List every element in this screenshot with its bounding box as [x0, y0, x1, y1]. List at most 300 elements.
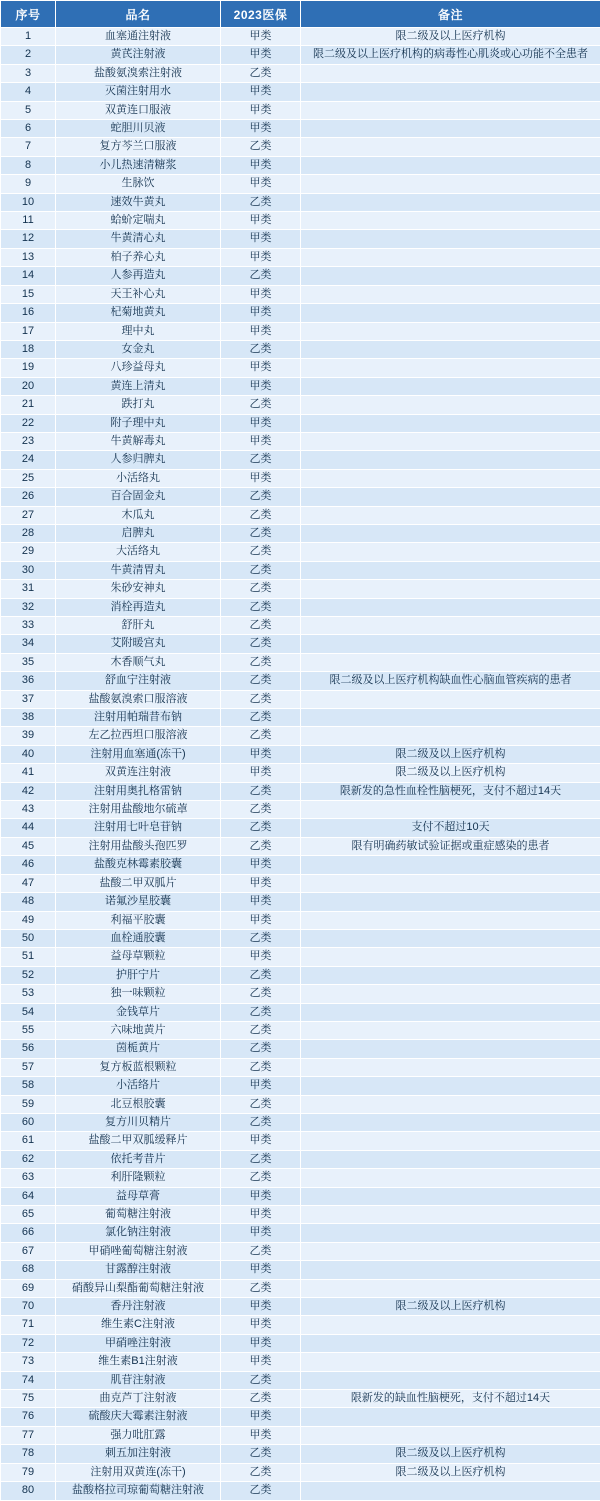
cell-note	[301, 83, 600, 101]
cell-drug-name: 注射用帕瑞昔布钠	[56, 709, 221, 727]
cell-insurance-class: 甲类	[221, 175, 301, 193]
cell-index: 70	[1, 1298, 56, 1316]
cell-drug-name: 柏子养心丸	[56, 248, 221, 266]
cell-note: 限二级及以上医疗机构	[301, 1463, 600, 1481]
cell-note	[301, 1224, 600, 1242]
cell-insurance-class: 甲类	[221, 856, 301, 874]
cell-note: 限新发的缺血性脑梗死，支付不超过14天	[301, 1390, 600, 1408]
cell-note	[301, 451, 600, 469]
table-row	[1, 304, 600, 322]
cell-index: 19	[1, 359, 56, 377]
cell-index: 8	[1, 156, 56, 174]
cell-drug-name: 复方芩兰口服液	[56, 138, 221, 156]
cell-drug-name: 生脉饮	[56, 175, 221, 193]
cell-index: 75	[1, 1390, 56, 1408]
cell-note	[301, 488, 600, 506]
table-row	[1, 1445, 600, 1463]
cell-note	[301, 1169, 600, 1187]
table-row	[1, 46, 600, 64]
cell-drug-name: 朱砂安神丸	[56, 580, 221, 598]
table-row	[1, 672, 600, 690]
cell-drug-name: 注射用盐酸头孢匹罗	[56, 837, 221, 855]
table-row	[1, 1077, 600, 1095]
cell-index: 71	[1, 1316, 56, 1334]
table-row	[1, 28, 600, 46]
cell-index: 27	[1, 506, 56, 524]
cell-drug-name: 启脾丸	[56, 524, 221, 542]
cell-note	[301, 1408, 600, 1426]
cell-insurance-class: 甲类	[221, 1261, 301, 1279]
cell-drug-name: 理中丸	[56, 322, 221, 340]
cell-note	[301, 580, 600, 598]
cell-note	[301, 1482, 600, 1500]
cell-note: 限有明确药敏试验证据或重症感染的患者	[301, 837, 600, 855]
cell-insurance-class: 乙类	[221, 396, 301, 414]
cell-index: 72	[1, 1334, 56, 1352]
cell-drug-name: 牛黄解毒丸	[56, 432, 221, 450]
cell-note	[301, 432, 600, 450]
cell-note	[301, 1003, 600, 1021]
cell-index: 13	[1, 248, 56, 266]
cell-insurance-class: 甲类	[221, 1187, 301, 1205]
cell-drug-name: 小儿热速清糖浆	[56, 156, 221, 174]
table-row	[1, 1150, 600, 1168]
cell-insurance-class: 乙类	[221, 709, 301, 727]
table-row	[1, 414, 600, 432]
cell-index: 66	[1, 1224, 56, 1242]
cell-insurance-class: 乙类	[221, 966, 301, 984]
cell-index: 6	[1, 120, 56, 138]
cell-index: 79	[1, 1463, 56, 1481]
cell-note	[301, 929, 600, 947]
cell-insurance-class: 甲类	[221, 1077, 301, 1095]
cell-insurance-class: 甲类	[221, 83, 301, 101]
cell-note	[301, 856, 600, 874]
cell-note: 限二级及以上医疗机构	[301, 1298, 600, 1316]
cell-drug-name: 小活络丸	[56, 469, 221, 487]
cell-index: 62	[1, 1150, 56, 1168]
cell-drug-name: 黄连上清丸	[56, 377, 221, 395]
column-header-note: 备注	[301, 1, 600, 28]
cell-note	[301, 598, 600, 616]
cell-insurance-class: 甲类	[221, 948, 301, 966]
table-row	[1, 782, 600, 800]
cell-insurance-class: 乙类	[221, 488, 301, 506]
cell-index: 16	[1, 304, 56, 322]
table-row	[1, 156, 600, 174]
cell-insurance-class: 乙类	[221, 524, 301, 542]
cell-drug-name: 左乙拉西坦口服溶液	[56, 727, 221, 745]
cell-index: 60	[1, 1113, 56, 1131]
cell-index: 77	[1, 1426, 56, 1444]
cell-note	[301, 1353, 600, 1371]
cell-index: 69	[1, 1279, 56, 1297]
cell-index: 65	[1, 1206, 56, 1224]
cell-index: 78	[1, 1445, 56, 1463]
cell-note	[301, 156, 600, 174]
cell-note	[301, 138, 600, 156]
cell-drug-name: 益母草膏	[56, 1187, 221, 1205]
cell-index: 41	[1, 764, 56, 782]
cell-note	[301, 396, 600, 414]
cell-note	[301, 801, 600, 819]
cell-index: 44	[1, 819, 56, 837]
cell-insurance-class: 乙类	[221, 690, 301, 708]
cell-note	[301, 543, 600, 561]
cell-drug-name: 蛇胆川贝液	[56, 120, 221, 138]
cell-insurance-class: 乙类	[221, 985, 301, 1003]
cell-drug-name: 消栓再造丸	[56, 598, 221, 616]
cell-index: 22	[1, 414, 56, 432]
cell-insurance-class: 乙类	[221, 819, 301, 837]
cell-note	[301, 175, 600, 193]
table-row	[1, 1242, 600, 1260]
cell-index: 59	[1, 1095, 56, 1113]
cell-note	[301, 1021, 600, 1039]
cell-drug-name: 小活络片	[56, 1077, 221, 1095]
cell-drug-name: 黄芪注射液	[56, 46, 221, 64]
cell-note	[301, 377, 600, 395]
cell-insurance-class: 甲类	[221, 1316, 301, 1334]
cell-index: 32	[1, 598, 56, 616]
cell-drug-name: 注射用奥扎格雷钠	[56, 782, 221, 800]
table-row	[1, 432, 600, 450]
cell-drug-name: 葡萄糖注射液	[56, 1206, 221, 1224]
table-row	[1, 966, 600, 984]
cell-note	[301, 1058, 600, 1076]
cell-drug-name: 舒肝丸	[56, 617, 221, 635]
cell-note	[301, 1426, 600, 1444]
table-row	[1, 524, 600, 542]
table-row	[1, 837, 600, 855]
cell-note	[301, 359, 600, 377]
cell-index: 64	[1, 1187, 56, 1205]
cell-note	[301, 524, 600, 542]
table-row	[1, 598, 600, 616]
cell-insurance-class: 乙类	[221, 1482, 301, 1500]
table-row	[1, 929, 600, 947]
column-header-index: 序号	[1, 1, 56, 28]
table-row	[1, 856, 600, 874]
table-row	[1, 1334, 600, 1352]
cell-note	[301, 1187, 600, 1205]
cell-insurance-class: 甲类	[221, 469, 301, 487]
cell-insurance-class: 甲类	[221, 1132, 301, 1150]
cell-insurance-class: 乙类	[221, 267, 301, 285]
cell-drug-name: 双黄连口服液	[56, 101, 221, 119]
table-row	[1, 377, 600, 395]
cell-insurance-class: 甲类	[221, 46, 301, 64]
cell-note	[301, 617, 600, 635]
cell-index: 29	[1, 543, 56, 561]
cell-drug-name: 血栓通胶囊	[56, 929, 221, 947]
cell-drug-name: 复方川贝精片	[56, 1113, 221, 1131]
table-row	[1, 193, 600, 211]
cell-index: 31	[1, 580, 56, 598]
table-row	[1, 267, 600, 285]
cell-note	[301, 414, 600, 432]
table-row	[1, 120, 600, 138]
table-row	[1, 1298, 600, 1316]
table-row	[1, 985, 600, 1003]
table-row	[1, 893, 600, 911]
cell-drug-name: 速效牛黄丸	[56, 193, 221, 211]
cell-index: 14	[1, 267, 56, 285]
cell-drug-name: 杞菊地黄丸	[56, 304, 221, 322]
cell-insurance-class: 甲类	[221, 1334, 301, 1352]
table-row	[1, 396, 600, 414]
column-header-name: 品名	[56, 1, 221, 28]
cell-insurance-class: 甲类	[221, 1353, 301, 1371]
table-row	[1, 230, 600, 248]
cell-insurance-class: 乙类	[221, 782, 301, 800]
cell-index: 56	[1, 1040, 56, 1058]
cell-note	[301, 966, 600, 984]
table-row	[1, 101, 600, 119]
cell-note: 支付不超过10天	[301, 819, 600, 837]
cell-insurance-class: 甲类	[221, 120, 301, 138]
cell-insurance-class: 乙类	[221, 1445, 301, 1463]
cell-note	[301, 1113, 600, 1131]
table-row	[1, 506, 600, 524]
cell-index: 67	[1, 1242, 56, 1260]
cell-insurance-class: 甲类	[221, 359, 301, 377]
cell-insurance-class: 乙类	[221, 506, 301, 524]
cell-drug-name: 盐酸氨溴索注射液	[56, 64, 221, 82]
cell-drug-name: 牛黄清胃丸	[56, 561, 221, 579]
cell-drug-name: 北豆根胶囊	[56, 1095, 221, 1113]
table-row	[1, 690, 600, 708]
cell-index: 55	[1, 1021, 56, 1039]
table-row	[1, 635, 600, 653]
cell-note	[301, 340, 600, 358]
cell-insurance-class: 乙类	[221, 598, 301, 616]
table-row	[1, 1206, 600, 1224]
cell-note	[301, 1371, 600, 1389]
cell-note	[301, 1077, 600, 1095]
cell-insurance-class: 乙类	[221, 1003, 301, 1021]
table-row	[1, 359, 600, 377]
cell-drug-name: 八珍益母丸	[56, 359, 221, 377]
table-row	[1, 469, 600, 487]
cell-note	[301, 322, 600, 340]
cell-drug-name: 木香顺气丸	[56, 653, 221, 671]
cell-insurance-class: 甲类	[221, 1224, 301, 1242]
cell-index: 46	[1, 856, 56, 874]
cell-drug-name: 注射用血塞通(冻干)	[56, 745, 221, 763]
table-row	[1, 580, 600, 598]
cell-drug-name: 维生素B1注射液	[56, 1353, 221, 1371]
cell-insurance-class: 甲类	[221, 1298, 301, 1316]
cell-drug-name: 诺氟沙星胶囊	[56, 893, 221, 911]
cell-insurance-class: 乙类	[221, 543, 301, 561]
cell-insurance-class: 甲类	[221, 414, 301, 432]
cell-note	[301, 1261, 600, 1279]
cell-index: 73	[1, 1353, 56, 1371]
cell-index: 34	[1, 635, 56, 653]
table-row	[1, 1426, 600, 1444]
cell-drug-name: 益母草颗粒	[56, 948, 221, 966]
cell-drug-name: 甲硝唑注射液	[56, 1334, 221, 1352]
cell-insurance-class: 甲类	[221, 1206, 301, 1224]
table-row	[1, 138, 600, 156]
cell-index: 43	[1, 801, 56, 819]
cell-index: 74	[1, 1371, 56, 1389]
cell-insurance-class: 甲类	[221, 764, 301, 782]
table-row	[1, 1021, 600, 1039]
cell-note	[301, 193, 600, 211]
table-row	[1, 1390, 600, 1408]
cell-index: 61	[1, 1132, 56, 1150]
cell-drug-name: 盐酸格拉司琼葡萄糖注射液	[56, 1482, 221, 1500]
cell-index: 54	[1, 1003, 56, 1021]
cell-note	[301, 948, 600, 966]
cell-insurance-class: 乙类	[221, 1040, 301, 1058]
table-row	[1, 1279, 600, 1297]
cell-drug-name: 金钱草片	[56, 1003, 221, 1021]
cell-drug-name: 大活络丸	[56, 543, 221, 561]
cell-drug-name: 硫酸庆大霉素注射液	[56, 1408, 221, 1426]
cell-index: 39	[1, 727, 56, 745]
table-row	[1, 451, 600, 469]
cell-insurance-class: 乙类	[221, 580, 301, 598]
cell-drug-name: 注射用七叶皂苷钠	[56, 819, 221, 837]
table-row	[1, 764, 600, 782]
cell-drug-name: 人参归脾丸	[56, 451, 221, 469]
cell-note	[301, 1095, 600, 1113]
cell-index: 50	[1, 929, 56, 947]
cell-note: 限二级及以上医疗机构缺血性心脑血管疾病的患者	[301, 672, 600, 690]
cell-note	[301, 120, 600, 138]
cell-insurance-class: 乙类	[221, 1058, 301, 1076]
table-row	[1, 1353, 600, 1371]
table-row	[1, 1408, 600, 1426]
cell-insurance-class: 甲类	[221, 304, 301, 322]
cell-index: 57	[1, 1058, 56, 1076]
cell-note	[301, 1206, 600, 1224]
cell-note	[301, 230, 600, 248]
cell-index: 45	[1, 837, 56, 855]
cell-drug-name: 百合固金丸	[56, 488, 221, 506]
table-row	[1, 819, 600, 837]
table-row	[1, 617, 600, 635]
cell-index: 21	[1, 396, 56, 414]
cell-insurance-class: 乙类	[221, 1463, 301, 1481]
cell-note: 限新发的急性血栓性脑梗死，支付不超过14天	[301, 782, 600, 800]
cell-index: 10	[1, 193, 56, 211]
table-row	[1, 1095, 600, 1113]
cell-drug-name: 盐酸二甲双胍片	[56, 874, 221, 892]
cell-insurance-class: 甲类	[221, 893, 301, 911]
cell-drug-name: 人参再造丸	[56, 267, 221, 285]
cell-drug-name: 氯化钠注射液	[56, 1224, 221, 1242]
cell-index: 53	[1, 985, 56, 1003]
cell-index: 35	[1, 653, 56, 671]
cell-insurance-class: 甲类	[221, 377, 301, 395]
table-row	[1, 727, 600, 745]
cell-drug-name: 六味地黄片	[56, 1021, 221, 1039]
cell-note	[301, 101, 600, 119]
cell-insurance-class: 甲类	[221, 1426, 301, 1444]
table-row	[1, 1169, 600, 1187]
table-row	[1, 653, 600, 671]
table-row	[1, 248, 600, 266]
cell-drug-name: 强力吡肛露	[56, 1426, 221, 1444]
cell-note	[301, 561, 600, 579]
table-row	[1, 1371, 600, 1389]
table-row	[1, 1187, 600, 1205]
cell-insurance-class: 甲类	[221, 230, 301, 248]
cell-insurance-class: 甲类	[221, 322, 301, 340]
cell-drug-name: 香丹注射液	[56, 1298, 221, 1316]
cell-insurance-class: 乙类	[221, 837, 301, 855]
table-row	[1, 1482, 600, 1500]
table-row	[1, 1261, 600, 1279]
table-row	[1, 745, 600, 763]
cell-note: 限二级及以上医疗机构	[301, 28, 600, 46]
cell-note	[301, 64, 600, 82]
cell-index: 1	[1, 28, 56, 46]
cell-insurance-class: 乙类	[221, 1113, 301, 1131]
cell-drug-name: 女金丸	[56, 340, 221, 358]
table-row	[1, 801, 600, 819]
cell-note	[301, 874, 600, 892]
cell-drug-name: 注射用盐酸地尔硫䓬	[56, 801, 221, 819]
cell-note	[301, 506, 600, 524]
cell-note	[301, 1316, 600, 1334]
table-header-row	[1, 1, 600, 28]
cell-insurance-class: 甲类	[221, 285, 301, 303]
cell-note	[301, 690, 600, 708]
cell-insurance-class: 乙类	[221, 138, 301, 156]
cell-insurance-class: 乙类	[221, 64, 301, 82]
cell-index: 68	[1, 1261, 56, 1279]
table-row	[1, 1003, 600, 1021]
cell-drug-name: 灭菌注射用水	[56, 83, 221, 101]
cell-note: 限二级及以上医疗机构	[301, 764, 600, 782]
cell-insurance-class: 乙类	[221, 801, 301, 819]
table-row	[1, 1132, 600, 1150]
table-row	[1, 1113, 600, 1131]
cell-insurance-class: 乙类	[221, 193, 301, 211]
table-row	[1, 948, 600, 966]
table-row	[1, 1463, 600, 1481]
cell-insurance-class: 甲类	[221, 156, 301, 174]
cell-insurance-class: 甲类	[221, 874, 301, 892]
cell-note	[301, 248, 600, 266]
cell-note	[301, 1242, 600, 1260]
table-row	[1, 285, 600, 303]
table-row	[1, 561, 600, 579]
cell-drug-name: 牛黄清心丸	[56, 230, 221, 248]
cell-insurance-class: 乙类	[221, 635, 301, 653]
cell-insurance-class: 乙类	[221, 727, 301, 745]
cell-drug-name: 刺五加注射液	[56, 1445, 221, 1463]
cell-drug-name: 天王补心丸	[56, 285, 221, 303]
cell-insurance-class: 甲类	[221, 212, 301, 230]
cell-drug-name: 双黄连注射液	[56, 764, 221, 782]
table-row	[1, 212, 600, 230]
cell-insurance-class: 乙类	[221, 1150, 301, 1168]
cell-insurance-class: 乙类	[221, 672, 301, 690]
cell-note: 限二级及以上医疗机构	[301, 745, 600, 763]
cell-insurance-class: 乙类	[221, 617, 301, 635]
cell-insurance-class: 甲类	[221, 28, 301, 46]
cell-index: 23	[1, 432, 56, 450]
table-body	[1, 28, 600, 1501]
cell-note	[301, 1150, 600, 1168]
cell-note	[301, 727, 600, 745]
